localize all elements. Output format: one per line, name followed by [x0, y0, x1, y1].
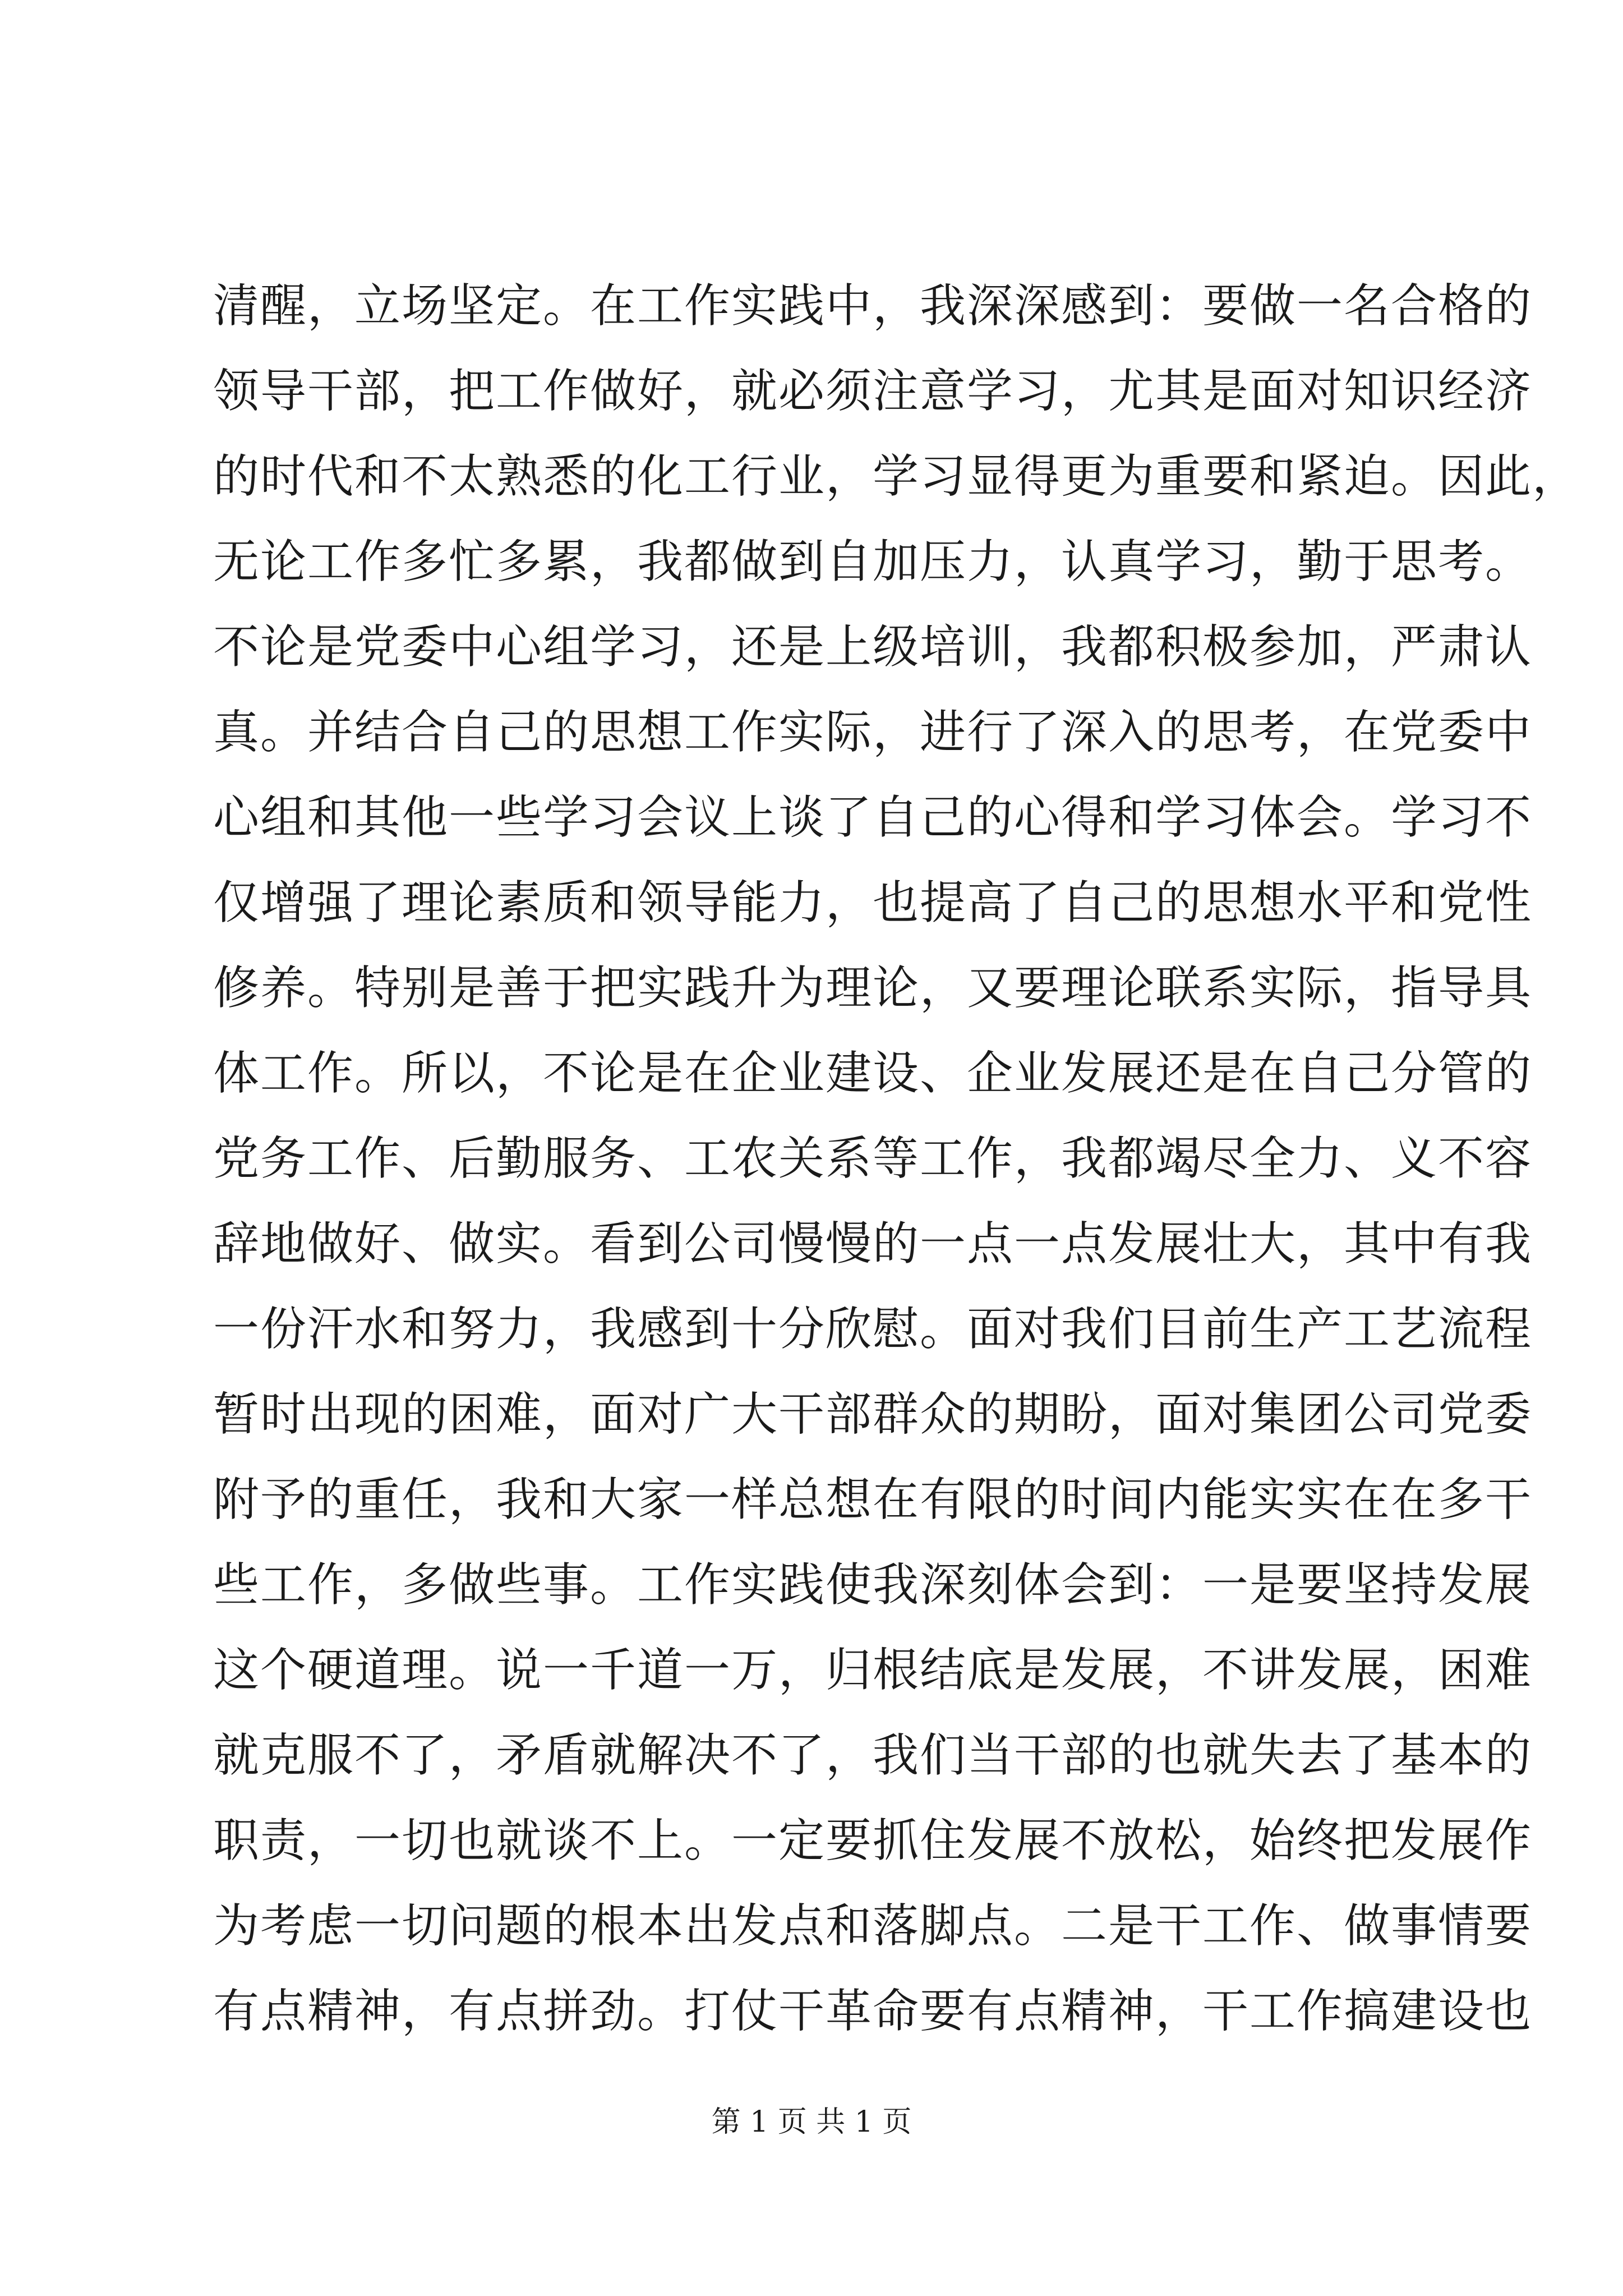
text-line: 心组和其他一些学习会议上谈了自己的心得和学习体会。学习不	[213, 791, 1533, 844]
text-line: 修养。特别是善于把实践升为理论，又要理论联系实际，指导具	[213, 961, 1533, 1015]
text-line: 就克服不了，矛盾就解决不了，我们当干部的也就失去了基本的	[213, 1729, 1533, 1782]
page-number-footer: 第 1 页 共 1 页	[711, 2105, 912, 2139]
text-line: 领导干部，把工作做好，就必须注意学习，尤其是面对知识经济	[213, 365, 1533, 418]
text-line: 些工作，多做些事。工作实践使我深刻体会到：一是要坚持发展	[213, 1558, 1533, 1612]
document-body	[213, 264, 1580, 2054]
text-line: 的时代和不太熟悉的化工行业，学习显得更为重要和紧迫。因此，	[213, 450, 1580, 503]
text-line: 暂时出现的困难，面对广大干部群众的期盼，面对集团公司党委	[213, 1388, 1533, 1441]
text-line: 一份汗水和努力，我感到十分欣慰。面对我们目前生产工艺流程	[213, 1303, 1533, 1356]
text-line: 职责，一切也就谈不上。一定要抓住发展不放松，始终把发展作	[213, 1814, 1533, 1867]
text-line: 不论是党委中心组学习，还是上级培训，我都积极参加，严肃认	[213, 620, 1533, 674]
text-line: 辞地做好、做实。看到公司慢慢的一点一点发展壮大，其中有我	[213, 1217, 1533, 1271]
text-line: 真。并结合自己的思想工作实际，进行了深入的思考，在党委中	[213, 706, 1533, 759]
text-line: 体工作。所以，不论是在企业建设、企业发展还是在自己分管的	[213, 1047, 1533, 1100]
text-line: 为考虑一切问题的根本出发点和落脚点。二是干工作、做事情要	[213, 1899, 1533, 1953]
text-line: 这个硬道理。说一千道一万，归根结底是发展，不讲发展，困难	[213, 1644, 1533, 1697]
text-line: 无论工作多忙多累，我都做到自加压力，认真学习，勤于思考。	[213, 535, 1533, 588]
text-line: 党务工作、后勤服务、工农关系等工作，我都竭尽全力、义不容	[213, 1132, 1533, 1185]
text-line: 有点精神，有点拼劲。打仗干革命要有点精神，干工作搞建设也	[213, 1985, 1533, 2038]
text-line: 仅增强了理论素质和领导能力，也提高了自己的思想水平和党性	[213, 876, 1533, 930]
text-line: 清醒，立场坚定。在工作实践中，我深深感到：要做一名合格的	[213, 279, 1533, 333]
text-line: 附予的重任，我和大家一样总想在有限的时间内能实实在在多干	[213, 1473, 1533, 1526]
